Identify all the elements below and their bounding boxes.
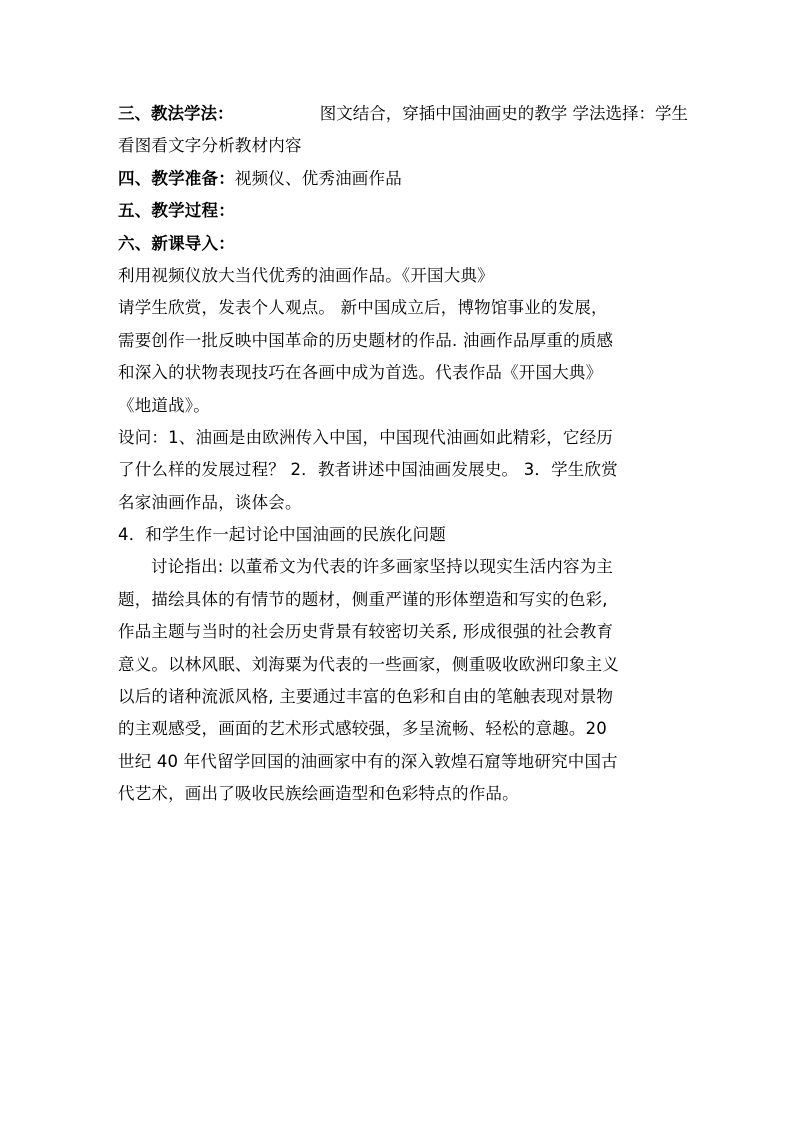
paragraph-5-line-4: 意义。以林风眠、刘海粟为代表的一些画家，侧重吸收欧洲印象主义: [118, 654, 619, 674]
paragraph-3-line-3: 名家油画作品，谈体会。: [118, 492, 302, 512]
paragraph-5-line-7: 世纪 40 年代留学回国的油画家中有的深入敦煌石窟等地研究中国古: [118, 751, 618, 771]
paragraph-1: 利用视频仪放大当代优秀的油画作品。《开国大典》: [118, 265, 494, 285]
paragraph-3-line-1: 设问：1、油画是由欧洲传入中国，中国现代油画如此精彩，它经历: [118, 427, 613, 447]
paragraph-2-line-4: 《地道战》。: [118, 395, 210, 415]
paragraph-2-line-2: 需要创作一批反映中国革命的历史题材的作品. 油画作品厚重的质感: [118, 330, 614, 350]
paragraph-3-line-2: 了什么样的发展过程？ 2．教者讲述中国油画发展史。 3．学生欣赏: [118, 460, 618, 480]
teaching-method-text: 图文结合，穿插中国油画史的教学 学法选择：学生: [319, 104, 688, 123]
paragraph-5-line-2: 题，描绘具体的有情节的题材，侧重严谨的形体塑造和写实的色彩,: [118, 589, 608, 609]
teaching-method-line-1: [118, 104, 688, 136]
paragraph-2-line-1: 请学生欣赏，发表个人观点。 新中国成立后，博物馆事业的发展，: [118, 298, 608, 318]
preparation-line: [118, 169, 688, 201]
paragraph-5-line-6: 的主观感受，画面的艺术形式感较强，多呈流畅、轻松的意趣。20: [118, 719, 607, 739]
paragraph-5-line-3: 作品主题与当时的社会历史背景有较密切关系, 形成很强的社会教育: [118, 622, 614, 642]
preparation-text: 视频仪、优秀油画作品: [234, 168, 402, 188]
teaching-method-heading: 三、教法学法：: [118, 104, 234, 123]
paragraph-2-line-3: 和深入的状物表现技巧在各画中成为首选。代表作品《开国大典》: [118, 363, 603, 383]
document-body: [118, 104, 688, 817]
paragraph-5-line-1: 讨论指出: 以董希文为代表的许多画家坚持以现实生活内容为主: [151, 557, 614, 577]
paragraph-4: 4．和学生作一起讨论中国油画的民族化问题: [118, 525, 446, 545]
process-heading: 五、教学过程：: [118, 201, 235, 221]
paragraph-5-line-8: 代艺术，画出了吸收民族绘画造型和色彩特点的作品。: [118, 784, 519, 804]
preparation-heading: 四、教学准备：: [118, 168, 235, 188]
paragraph-5-line-5: 以后的诸种流派风格, 主要通过丰富的色彩和自由的笔触表现对景物: [118, 687, 614, 707]
teaching-method-line-2: 看图看文字分析教材内容: [118, 136, 302, 156]
intro-heading: 六、新课导入：: [118, 233, 235, 253]
